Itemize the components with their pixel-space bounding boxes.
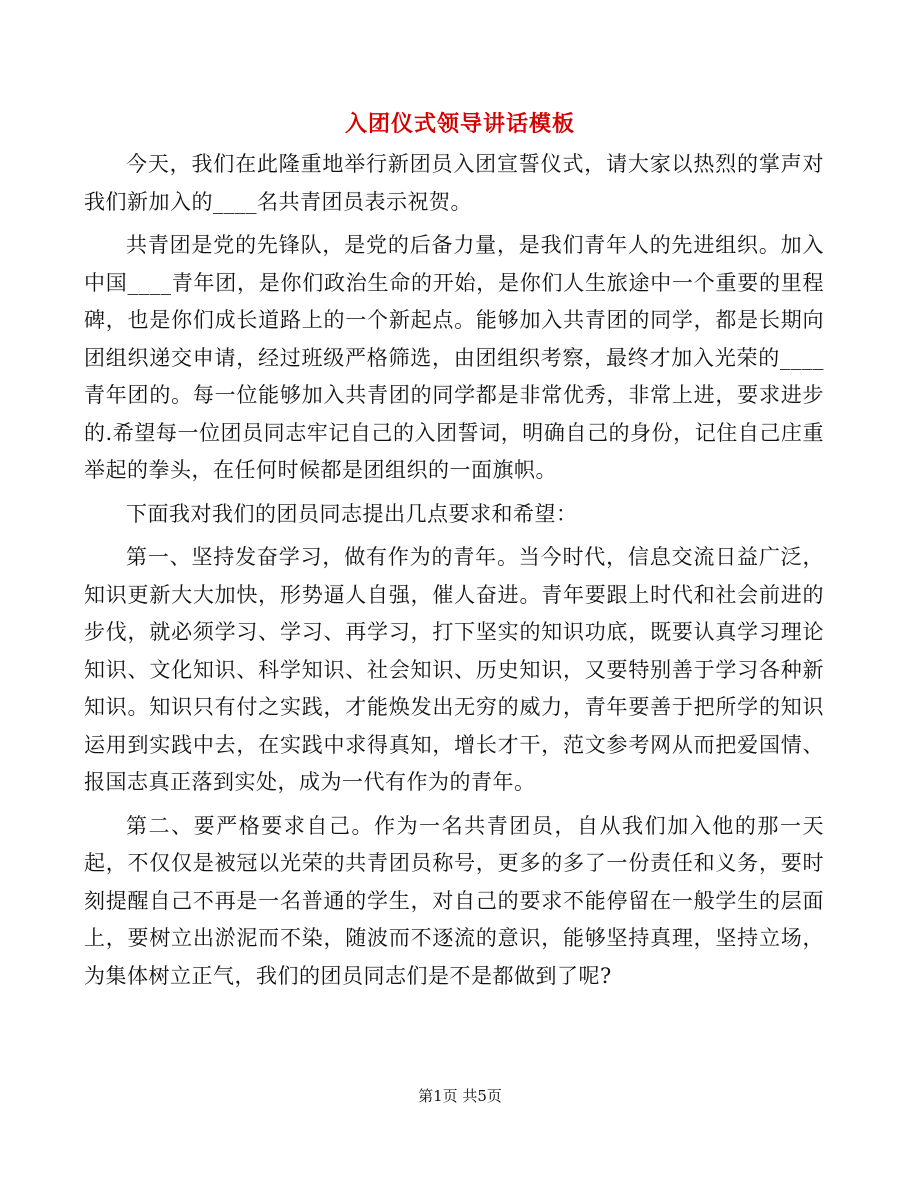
page-number-footer: 第1页 共5页 xyxy=(418,1087,502,1105)
paragraph-first-requirement: 第一、坚持发奋学习，做有作为的青年。当今时代，信息交流日益广泛，知识更新大大加快，形势逼人自强，催人奋进。青年要跟上时代和社会前进的步伐，就必须学习、学习、再学习，打下坚实的知识功底，既要认真学习理论知识、文化知识、科学知识、社会知识、历史知识，又要特别善于学习各种新知识。知识只有付之实践，才能焕发出无穷的威力，青年要善于把所学的知识运用到实践中去，在实践中求得真知，增长才干，范文参考网从而把爱国情、报国志真正落到实处，成为一代有作为的青年。 xyxy=(84,545,824,794)
paragraph-requirements-intro: 下面我对我们的团员同志提出几点要求和希望： xyxy=(126,501,578,526)
paragraph-opening: 今天，我们在此隆重地举行新团员入团宣誓仪式，请大家以热烈的掌声对我们新加入的____名共青团员表示祝贺。 xyxy=(84,152,824,214)
document-body xyxy=(84,146,824,1001)
paragraph-league-intro: 共青团是党的先锋队，是党的后备力量，是我们青年人的先进组织。加入中国____青年团，是你们政治生命的开始，是你们人生旅途中一个重要的里程碑，也是你们成长道路上的一个新起点。能够加入共青团的同学，都是长期向团组织递交申请，经过班级严格筛选，由团组织考察，最终才加入光荣的____青年团的。每一位能够加入共青团的同学都是非常优秀，非常上进，要求进步的.希望每一位团员同志牢记自己的入团誓词，明确自己的身份，记住自己庄重举起的拳头，在任何时候都是团组织的一面旗帜。 xyxy=(84,233,824,482)
paragraph-second-requirement: 第二、要严格要求自己。作为一名共青团员，自从我们加入他的那一天起，不仅仅是被冠以光荣的共青团员称号，更多的多了一份责任和义务，要时刻提醒自己不再是一名普通的学生，对自己的要求不能停留在一般学生的层面上，要树立出淤泥而不染，随波而不逐流的意识，能够坚持真理，坚持立场，为集体树立正气，我们的团员同志们是不是都做到了呢? xyxy=(84,813,824,988)
document-title: 入团仪式领导讲话模板 xyxy=(344,111,575,137)
